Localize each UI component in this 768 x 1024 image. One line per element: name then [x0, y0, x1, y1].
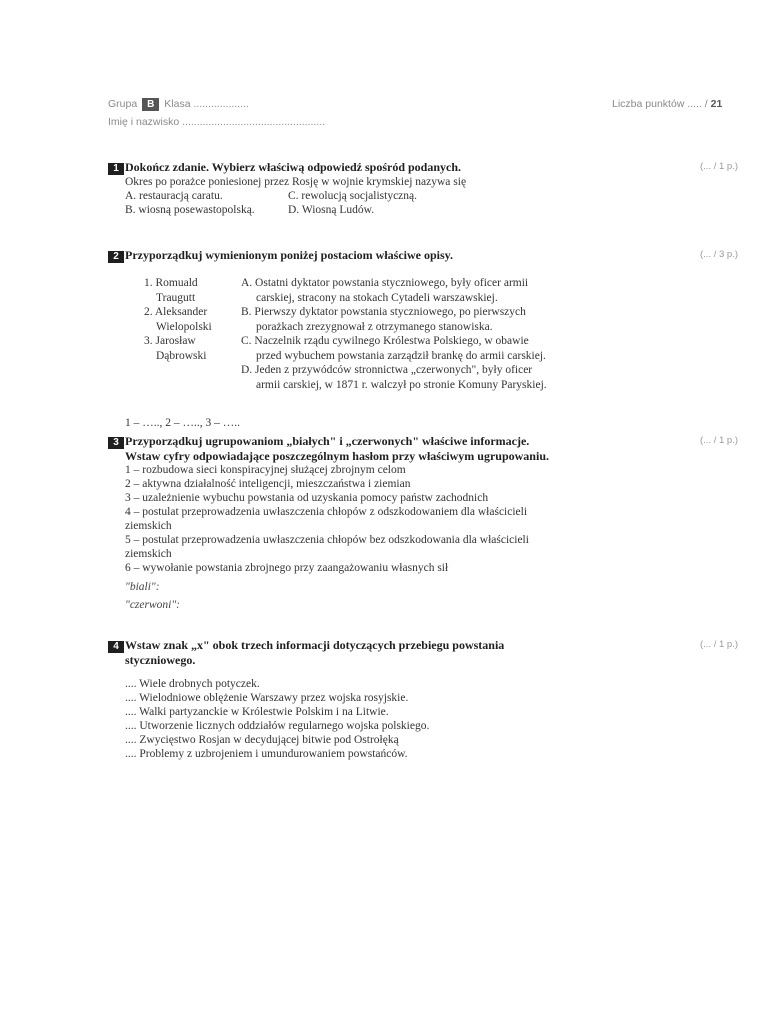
option-c: C. rewolucją socjalistyczną. — [288, 190, 418, 202]
question-2-number: 2 — [108, 251, 124, 263]
points-total: 21 — [710, 98, 723, 110]
option-b: B. wiosną posewastopolską. — [125, 204, 255, 216]
question-3-items — [108, 463, 738, 575]
event-item-2: .... Wielodniowe oblężenie Warszawy przez wojska rosyjskie. — [125, 692, 409, 704]
description-b-cont: porażkach zrezygnował z otrzymanego stanowiska. — [256, 320, 493, 333]
question-4-items — [108, 677, 738, 761]
question-2-title-row — [108, 248, 738, 263]
info-item-1: 1 – rozbudowa sieci konspiracyjnej służącej zbrojnym celom — [125, 464, 406, 476]
class-label: Klasa ................... — [164, 98, 249, 110]
group-label: Grupa — [108, 98, 138, 110]
question-1-stem: Okres po porażce poniesionej przez Rosję w wojnie krymskiej nazywa się — [125, 176, 467, 188]
question-1-title-row — [108, 160, 738, 175]
option-a: A. restauracją caratu. — [125, 190, 223, 202]
info-item-4-cont: ziemskich — [125, 520, 172, 532]
question-1-title: Dokończ zdanie. Wybierz właściwą odpowiedź spośród podanych. — [125, 160, 462, 174]
question-4-title-row — [108, 638, 738, 653]
white-party-label: "biali": — [125, 581, 160, 593]
question-2-answer-line: 1 – ….., 2 – ….., 3 – ….. — [125, 417, 240, 429]
question-3-title-line2: Wstaw cyfry odpowiadające poszczególnym hasłom przy właściwym ugrupowaniu. — [125, 449, 549, 463]
info-item-6: 6 – wywołanie powstania zbrojnego przy zaangażowaniu własnych sił — [125, 562, 449, 574]
person-3-surname: Dąbrowski — [156, 349, 207, 362]
description-b: B. Pierwszy dyktator powstania styczniowego, po pierwszych — [241, 306, 526, 318]
description-c-cont: przed wybuchem powstania zarządził brankę do armii carskiej. — [256, 349, 546, 362]
description-d-cont: armii carskiej, w 1871 r. walczył po stronie Komuny Paryskiej. — [256, 378, 547, 391]
question-4-points: (... / 1 p.) — [700, 639, 739, 650]
event-item-4: .... Utworzenie licznych oddziałów regularnego wojska polskiego. — [125, 720, 430, 732]
points-summary — [612, 98, 722, 110]
description-a: A. Ostatni dyktator powstania styczniowego, były oficer armii — [241, 277, 529, 289]
description-c: C. Naczelnik rządu cywilnego Królestwa Polskiego, w obawie — [241, 335, 529, 347]
info-item-3: 3 – uzależnienie wybuchu powstania od uzyskania pomocy państw zachodnich — [125, 492, 489, 504]
question-4-title-line2: styczniowego. — [125, 653, 196, 667]
question-4 — [108, 638, 738, 761]
person-2-name: 2. Aleksander — [144, 306, 208, 318]
question-2-title: Przyporządkuj wymienionym poniżej postaciom właściwe opisy. — [125, 248, 453, 262]
info-item-5-cont: ziemskich — [125, 548, 172, 560]
question-2 — [108, 248, 738, 430]
question-4-number: 4 — [108, 641, 124, 653]
info-item-5: 5 – postulat przeprowadzenia uwłaszczenia chłopów bez odszkodowania dla właścicieli — [125, 534, 529, 546]
option-d: D. Wiosną Ludów. — [288, 204, 375, 216]
info-item-4: 4 – postulat przeprowadzenia uwłaszczenia chłopów z odszkodowaniem dla właścicieli — [125, 506, 528, 518]
question-4-title-line1: Wstaw znak „x" obok trzech informacji dotyczących przebiegu powstania — [125, 638, 505, 652]
question-3-title-row — [108, 434, 738, 449]
info-item-2: 2 – aktywna działalność inteligencji, mieszczaństwa i ziemian — [125, 478, 411, 490]
question-2-matching — [108, 276, 738, 396]
question-3-points: (... / 1 p.) — [700, 435, 739, 446]
person-2-surname: Wielopolski — [156, 320, 212, 333]
question-1-points: (... / 1 p.) — [700, 161, 739, 172]
event-item-1: .... Wiele drobnych potyczek. — [125, 678, 260, 690]
question-3 — [108, 434, 738, 611]
group-badge: B — [142, 98, 159, 111]
name-label: Imię i nazwisko ................................................. — [108, 116, 326, 128]
person-1-surname: Traugutt — [156, 291, 196, 304]
question-1 — [108, 160, 738, 219]
points-label: Liczba punktów ..... / — [612, 98, 708, 110]
event-item-5: .... Zwycięstwo Rosjan w decydującej bitwie pod Ostrołęką — [125, 734, 399, 746]
description-d: D. Jeden z przywódców stronnictwa „czerwonych", były oficer — [241, 364, 533, 376]
description-a-cont: carskiej, stracony na stokach Cytadeli warszawskiej. — [256, 291, 498, 304]
question-3-title-line1: Przyporządkuj ugrupowaniom „białych" i „czerwonych" właściwe informacje. — [125, 434, 530, 448]
event-item-6: .... Problemy z uzbrojeniem i umundurowaniem powstańców. — [125, 748, 408, 760]
event-item-3: .... Walki partyzanckie w Królestwie Polskim i na Litwie. — [125, 706, 389, 718]
person-1-name: 1. Romuald — [144, 277, 198, 289]
question-2-points: (... / 3 p.) — [700, 249, 739, 260]
question-1-options — [108, 189, 738, 219]
person-3-name: 3. Jarosław — [144, 335, 196, 347]
red-party-label: "czerwoni": — [125, 599, 181, 611]
group-label-row — [108, 98, 249, 111]
question-1-number: 1 — [108, 163, 124, 175]
question-3-number: 3 — [108, 437, 124, 449]
